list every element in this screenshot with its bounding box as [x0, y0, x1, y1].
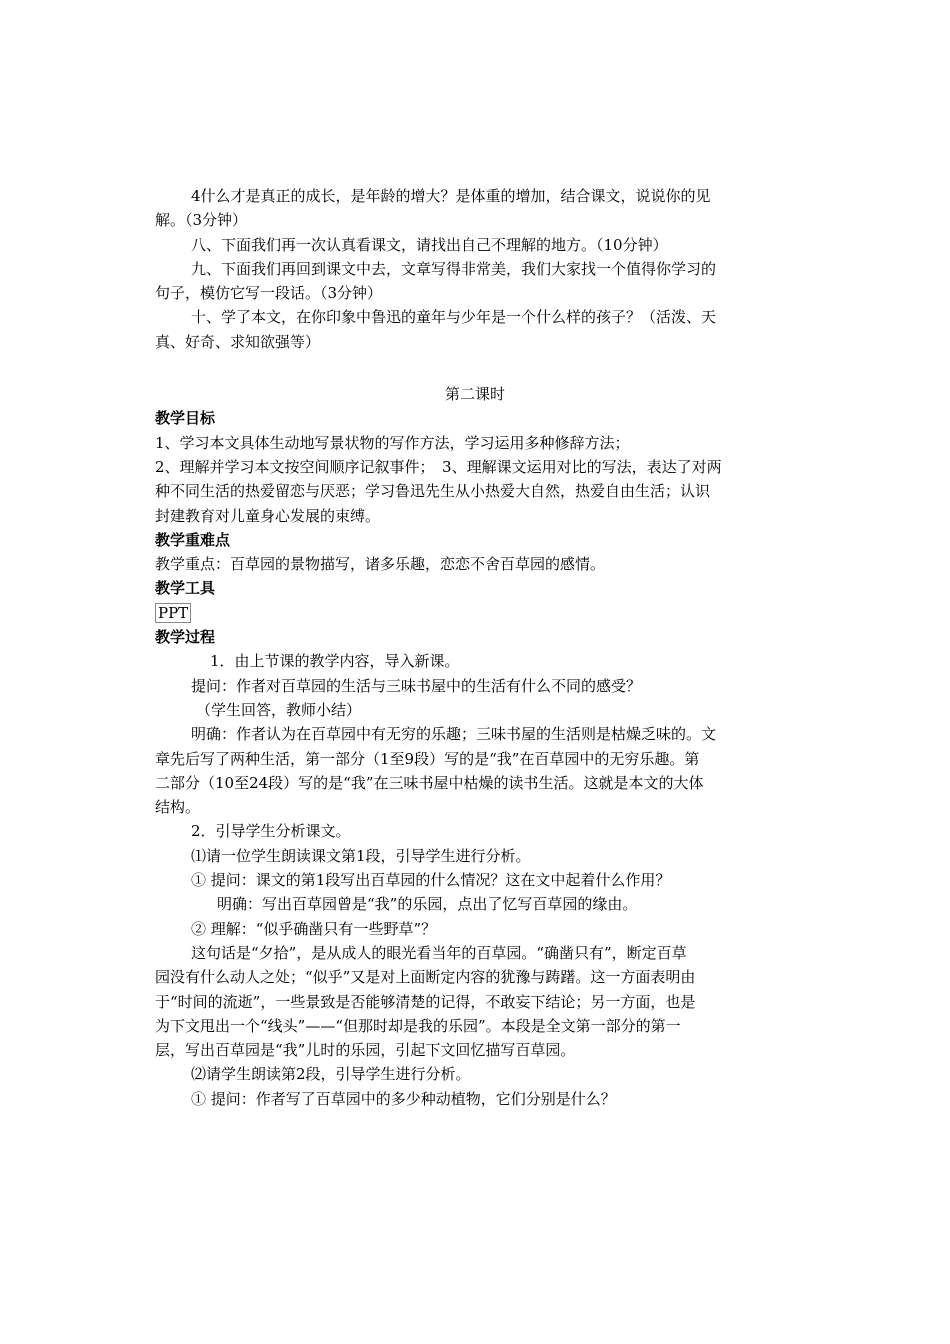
process-step-2-1-question-2: ② 理解：“似乎确凿只有一些野草”？	[191, 919, 437, 938]
question-4-line-2: 解。（3分钟）	[155, 211, 248, 230]
process-step-1-answer-line-3: 二部分（10至24段）写的是“我”在三味书屋中枯燥的读书生活。这就是本文的大体	[155, 773, 704, 792]
process-step-2-2: ⑵请学生朗读第2段，引导学生进行分析。	[191, 1065, 471, 1084]
goal-1: 1、学习本文具体生动地写景状物的写作方法，学习运用多种修辞方法；	[155, 433, 630, 452]
tools-text: PPT	[155, 603, 191, 623]
document-page	[155, 184, 795, 1111]
process-step-2-2-question-1: ① 提问：作者写了百草园中的多少种动植物，它们分别是什么？	[191, 1089, 616, 1108]
step-9-line-1: 九、下面我们再回到课文中去，文章写得非常美，我们大家找一个值得你学习的	[191, 259, 717, 278]
process-step-2-1-answer-1: 明确：写出百草园曾是“我”的乐园，点出了忆写百草园的缘由。	[217, 895, 638, 914]
goal-2-line-2: 种不同生活的热爱留恋与厌恶；学习鲁迅先生从小热爱大自然，热爱自由生活；认识	[155, 482, 711, 501]
lesson-title: 第二课时	[444, 385, 505, 404]
process-step-2-1: ⑴请一位学生朗读课文第1段，引导学生进行分析。	[191, 846, 531, 865]
process-step-1-answer-line-2: 章先后写了两种生活，第一部分（1至9段）写的是“我”在百草园中的无穷乐趣。第	[155, 749, 700, 768]
key-points-text: 教学重点：百草园的景物描写，诸多乐趣，恋恋不舍百草园的感情。	[155, 555, 606, 574]
goals-heading: 教学目标	[155, 409, 216, 428]
step-10-line-1: 十、学了本文，在你印象中鲁迅的童年与少年是一个什么样的孩子？（活泼、天	[191, 308, 717, 327]
process-step-2-1-answer-2-line-4: 为下文甩出一个“线头”——“但那时却是我的乐园”。本段是全文第一部分的第一	[155, 1016, 681, 1035]
process-step-2-1-question-1: ① 提问：课文的第1段写出百草园的什么情况？这在文中起着什么作用？	[191, 871, 671, 890]
step-9-line-2: 句子，模仿它写一段话。（3分钟）	[155, 284, 383, 303]
tools-line	[155, 601, 795, 625]
step-8: 八、下面我们再一次认真看课文，请找出自己不理解的地方。（10分钟）	[191, 235, 668, 254]
process-step-2: 2．引导学生分析课文。	[191, 822, 351, 841]
process-step-2-1-answer-2-line-2: 园没有什么动人之处；“似乎”又是对上面断定内容的犹豫与踌躇。这一方面表明由	[155, 968, 696, 987]
process-step-1: 1．由上节课的教学内容，导入新课。	[210, 652, 460, 671]
process-step-2-1-answer-2-line-5: 层，写出百草园是“我”儿时的乐园，引起下文回忆描写百草园。	[155, 1041, 576, 1060]
tools-heading: 教学工具	[155, 579, 216, 598]
process-step-2-1-answer-2-line-3: 于“时间的流逝”，一些景致是否能够清楚的记得，不敢妄下结论；另一方面，也是	[155, 992, 696, 1011]
process-heading: 教学过程	[155, 628, 216, 647]
process-step-1-answer-line-1: 明确：作者认为在百草园中有无穷的乐趣；三味书屋的生活则是枯燥乏味的。文	[191, 725, 717, 744]
key-points-heading: 教学重难点	[155, 530, 231, 549]
section-spacer	[155, 354, 795, 382]
goal-2-line-1: 2、理解并学习本文按空间顺序记叙事件； 3、理解课文运用对比的写法，表达了对两	[155, 457, 722, 476]
process-step-2-1-answer-2-line-1: 这句话是“夕拾”，是从成人的眼光看当年的百草园。“确凿只有”，断定百草	[191, 943, 687, 962]
question-4-line-1: 4什么才是真正的成长，是年龄的增大？是体重的增加，结合课文，说说你的见	[191, 187, 711, 205]
step-10-line-2: 真、好奇、求知欲强等）	[155, 332, 321, 351]
process-step-1-note: （学生回答，教师小结）	[196, 700, 362, 719]
process-step-1-question: 提问：作者对百草园的生活与三味书屋中的生活有什么不同的感受？	[191, 676, 642, 695]
process-step-1-answer-line-4: 结构。	[155, 798, 201, 817]
goal-2-line-3: 封建教育对儿童身心发展的束缚。	[155, 506, 381, 525]
